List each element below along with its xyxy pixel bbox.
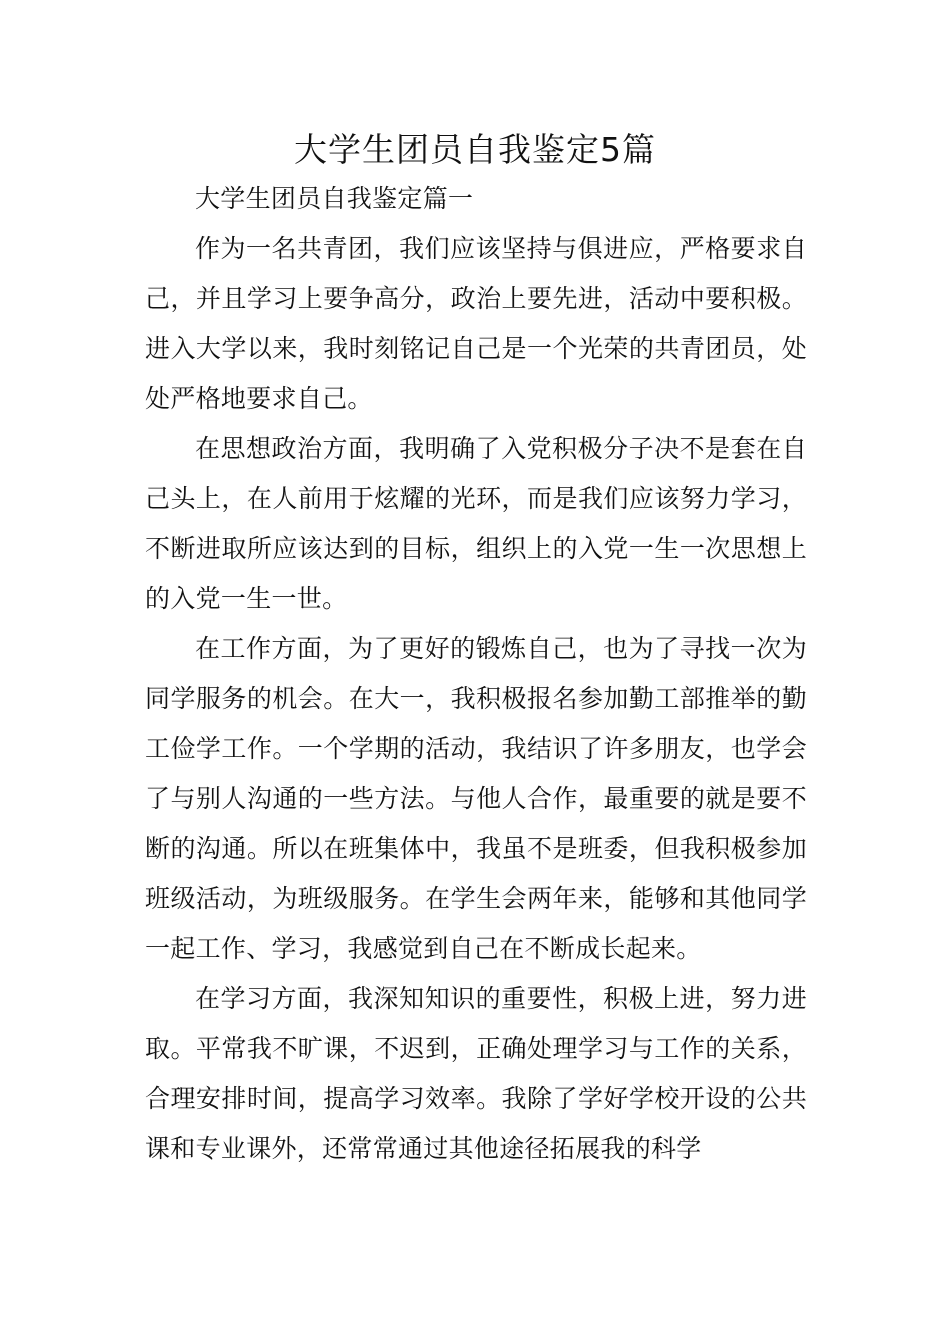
document-body	[145, 174, 807, 1174]
paragraph-intro: 作为一名共青团，我们应该坚持与俱进应，严格要求自己，并且学习上要争高分，政治上要先进，活动中要积极。进入大学以来，我时刻铭记自己是一个光荣的共青团员，处处严格地要求自己。	[145, 234, 807, 413]
paragraph-work: 在工作方面，为了更好的锻炼自己，也为了寻找一次为同学服务的机会。在大一，我积极报名参加勤工部推举的勤工俭学工作。一个学期的活动，我结识了许多朋友，也学会了与别人沟通的一些方法。与他人合作，最重要的就是要不断的沟通。所以在班集体中，我虽不是班委，但我积极参加班级活动，为班级服务。在学生会两年来，能够和其他同学一起工作、学习，我感觉到自己在不断成长起来。	[145, 634, 807, 963]
document-title: 大学生团员自我鉴定5篇	[294, 130, 656, 169]
paragraph-study: 在学习方面，我深知知识的重要性，积极上进，努力进取。平常我不旷课，不迟到，正确处理学习与工作的关系，合理安排时间，提高学习效率。我除了学好学校开设的公共课和专业课外，还常常通过其他途径拓展我的科学	[145, 984, 807, 1163]
paragraph-politics: 在思想政治方面，我明确了入党积极分子决不是套在自己头上，在人前用于炫耀的光环，而是我们应该努力学习，不断进取所应该达到的目标，组织上的入党一生一次思想上的入党一生一世。	[145, 434, 807, 613]
section-heading: 大学生团员自我鉴定篇一	[195, 184, 474, 213]
